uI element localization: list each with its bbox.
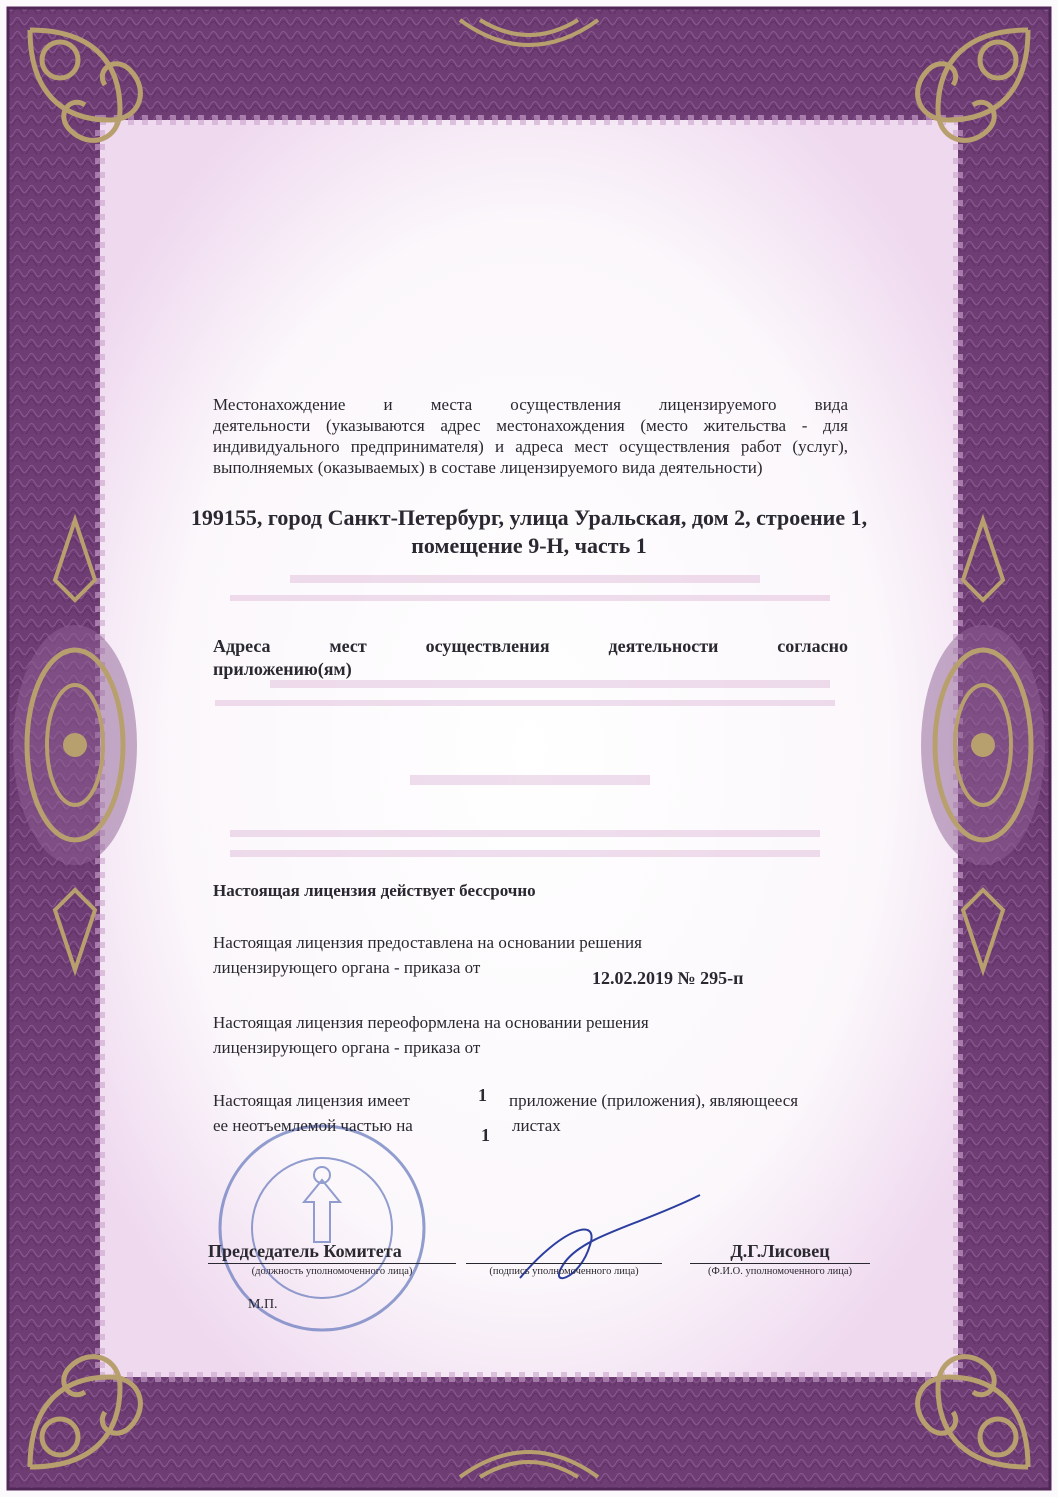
appendix-count: 1 (478, 1085, 487, 1105)
appendix-line2-left: ее неотъемлемой частью на (213, 1116, 413, 1135)
appendix-addresses-line2: приложению(ям) (213, 659, 352, 679)
appendix-line1-left: Настоящая лицензия имеет (213, 1091, 410, 1110)
location-label-line4: выполняемых (оказываемых) в составе лицензируемого вида деятельности) (213, 458, 763, 477)
address-line2: помещение 9-Н, часть 1 (411, 533, 647, 558)
appendix-addresses-line1: Адреса мест осуществления деятельности согласно (213, 636, 848, 656)
appendix-line2-right: листах (512, 1116, 561, 1135)
address-line1: 199155, город Санкт-Петербург, улица Уральская, дом 2, строение 1, (190, 505, 868, 530)
granted-order: 12.02.2019 № 295-п (592, 968, 744, 988)
location-label-line3: индивидуального предпринимателя) и адреса мест осуществления работ (услуг), (213, 437, 848, 456)
caption-name: (Ф.И.О. уполномоченного лица) (708, 1266, 852, 1277)
seal-place-mark: М.П. (248, 1297, 278, 1312)
location-label-line2: деятельности (указываются адрес местонахождения (место жительства - для (213, 416, 848, 435)
caption-signature: (подпись уполномоченного лица) (489, 1266, 639, 1277)
validity-text: Настоящая лицензия действует бессрочно (213, 881, 536, 900)
granted-line2: лицензирующего органа - приказа от (213, 958, 481, 977)
reissued-line1: Настоящая лицензия переоформлена на основании решения (213, 1013, 649, 1032)
location-label-line1: Местонахождение и места осуществления лицензируемого вида (213, 395, 848, 414)
signatory-position: Председатель Комитета (208, 1241, 402, 1261)
sheets-count: 1 (481, 1125, 490, 1145)
granted-line1: Настоящая лицензия предоставлена на основании решения (213, 933, 642, 952)
signature-rule (466, 1263, 662, 1264)
appendix-line1-right: приложение (приложения), являющееся (509, 1091, 799, 1110)
name-rule (690, 1263, 870, 1264)
position-rule (208, 1263, 456, 1264)
reissued-line2: лицензирующего органа - приказа от (213, 1038, 481, 1057)
signatory-name: Д.Г.Лисовец (730, 1241, 830, 1261)
caption-position: (должность уполномоченного лица) (251, 1266, 413, 1277)
